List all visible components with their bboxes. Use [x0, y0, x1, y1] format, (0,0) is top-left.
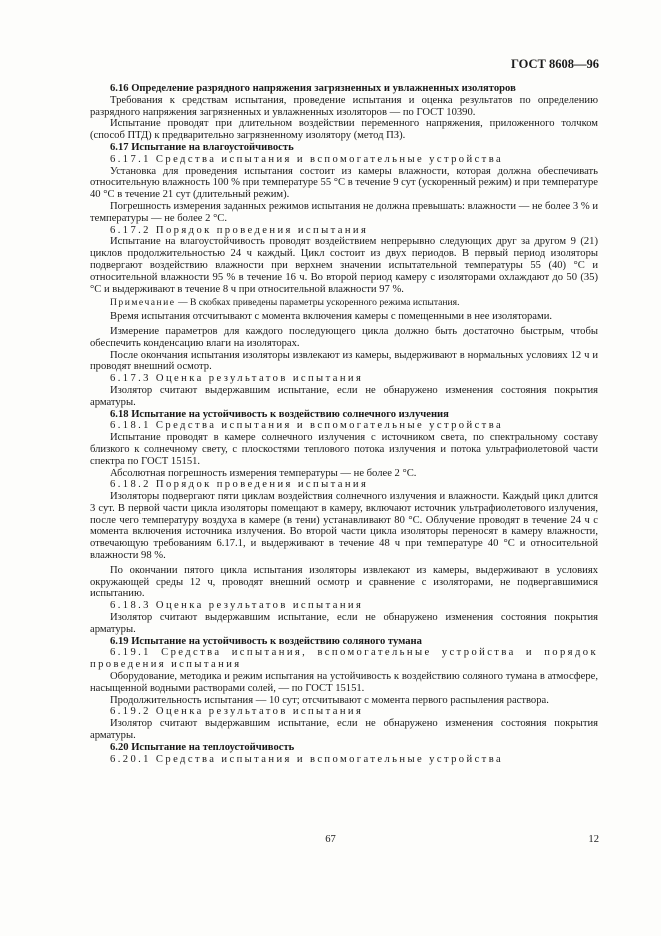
body-paragraph: Погрешность измерения заданных режимов испытания не должна превышать: влажности — не более 3 % и температуры — не более 2 °С.: [90, 200, 598, 224]
subsection-heading: 6.19.2 Оценка результатов испытания: [110, 706, 364, 718]
section-heading: 6.17 Испытание на влагоустойчивость: [110, 141, 294, 153]
subsection-heading: 6.20.1 Средства испытания и вспомогательные устройства: [110, 753, 504, 765]
body-paragraph: Требования к средствам испытания, проведение испытания и оценка результатов по определению разрядного напряжения загрязненных и увлажненных изоляторов — по ГОСТ 10390.: [90, 94, 598, 118]
section-heading: 6.18 Испытание на устойчивость к воздействию солнечного излучения: [110, 408, 449, 420]
subsection-heading: 6.17.3 Оценка результатов испытания: [110, 373, 364, 385]
subsection-heading: 6.17.2 Порядок проведения испытания: [110, 224, 369, 236]
body-paragraph: Установка для проведения испытания состоит из камеры влажности, которая должна обеспечивать относительную влажность 100 % при температуре 55 °С в течение 9 сут (ускоренный режим) и при температуре 40 °С в течение 21 сут (длительный режим).: [90, 165, 598, 201]
subsection-heading: 6.18.2 Порядок проведения испытания: [110, 479, 369, 491]
subsection-heading: 6.18.1 Средства испытания и вспомогательные устройства: [110, 420, 504, 432]
body-paragraph: Измерение параметров для каждого последующего цикла должно быть достаточно быстрым, чтобы обеспечить конденсацию влаги на изоляторах.: [90, 325, 598, 349]
page-number-center: 67: [325, 834, 336, 845]
body-paragraph: Изолятор считают выдержавшим испытание, если не обнаружено изменения состояния покрытия арматуры.: [90, 384, 598, 408]
subsection-heading: 6.18.3 Оценка результатов испытания: [110, 600, 364, 612]
document-body: [90, 83, 598, 765]
page-number-right: 12: [588, 834, 599, 845]
body-paragraph: По окончании пятого цикла испытания изоляторы извлекают из камеры, выдерживают в условиях окружающей среды 12 ч, проводят внешний осмотр и сравнение с изоляторами, не подвергавшимися испытанию.: [90, 564, 598, 600]
subsection-heading: 6.19.1 Средства испытания, вспомогательные устройства и порядок проведения испытания: [90, 647, 598, 671]
body-paragraph: Продолжительность испытания — 10 сут; отсчитывают с момента первого распыления раствора.: [110, 694, 549, 706]
subsection-heading: 6.17.1 Средства испытания и вспомогательные устройства: [110, 153, 504, 165]
body-paragraph: После окончания испытания изоляторы извлекают из камеры, выдерживают в нормальных условиях 12 ч и проводят внешний осмотр.: [90, 349, 598, 373]
note-paragraph: [90, 297, 598, 309]
body-paragraph: Изолятор считают выдержавшим испытание, если не обнаружено изменения состояния покрытия арматуры.: [90, 612, 598, 635]
section-heading: 6.20 Испытание на теплоустойчивость: [110, 741, 295, 753]
body-paragraph: Испытание проводят при длительном воздействии переменного напряжения, приложенного толчком (способ ПТД) к предварительно загрязненному изолятору (метод ПЗ).: [90, 118, 598, 142]
body-paragraph: Изоляторы подвергают пяти циклам воздействия солнечного излучения и влажности. Каждый цикл длится 3 сут. В первой части цикла изоляторы помещают в камеру, включают источник ультрафиолетового излучения, после чего температуру воздуха в камере (в тени) устанавливают 80 °С. Облучение проводят в течение 24 ч с момента включения источника излучения. Во второй части цикла изоляторы переносят в камеру влажности, отвечающую требованиям 6.17.1, и выдерживают в течение 48 ч при температуре 40 °С и относительной влажности 98 %.: [90, 491, 598, 562]
body-paragraph: Испытание проводят в камере солнечного излучения с источником света, по спектральному составу близкого к солнечному свету, с плоскостями теплового потока излучения и потока ультрафиолетовой части спектра по ГОСТ 15151.: [90, 432, 598, 467]
body-paragraph: Оборудование, методика и режим испытания на устойчивость к воздействию соляного тумана в атмосфере, насыщенной водными растворами солей, — по ГОСТ 15151.: [90, 671, 598, 694]
document-header: ГОСТ 8608—96: [510, 57, 599, 71]
section-heading: 6.16 Определение разрядного напряжения загрязненных и увлажненных изоляторов: [110, 83, 516, 94]
body-paragraph: Время испытания отсчитывают с момента включения камеры с помещенными в нее изоляторами.: [110, 311, 553, 323]
note-text: — В скобках приведены параметры ускоренного режима испытания.: [175, 297, 460, 309]
body-paragraph: Изолятор считают выдержавшим испытание, если не обнаружено изменения состояния покрытия арматуры.: [90, 718, 598, 742]
section-heading: 6.19 Испытание на устойчивость к воздействию соляного тумана: [110, 635, 422, 647]
body-paragraph: Испытание на влагоустойчивость проводят воздействием непрерывно следующих друг за другом 9 (21) циклов продолжительностью 24 ч каждый. Цикл состоит из двух периодов. В первый период изоляторы подвергают воздействию влажности при верхнем значении испытательной температуры 55 (40) °С и относительной влажности 95 % в течение 16 ч. Во второй период камеру с изоляторами охлаждают до 50 (35) °С и выдерживают в течение 8 ч при относительной влажности 97 %.: [90, 236, 598, 295]
body-paragraph: Абсолютная погрешность измерения температуры — не более 2 °С.: [110, 467, 417, 479]
note-label: Примечание: [110, 297, 176, 309]
